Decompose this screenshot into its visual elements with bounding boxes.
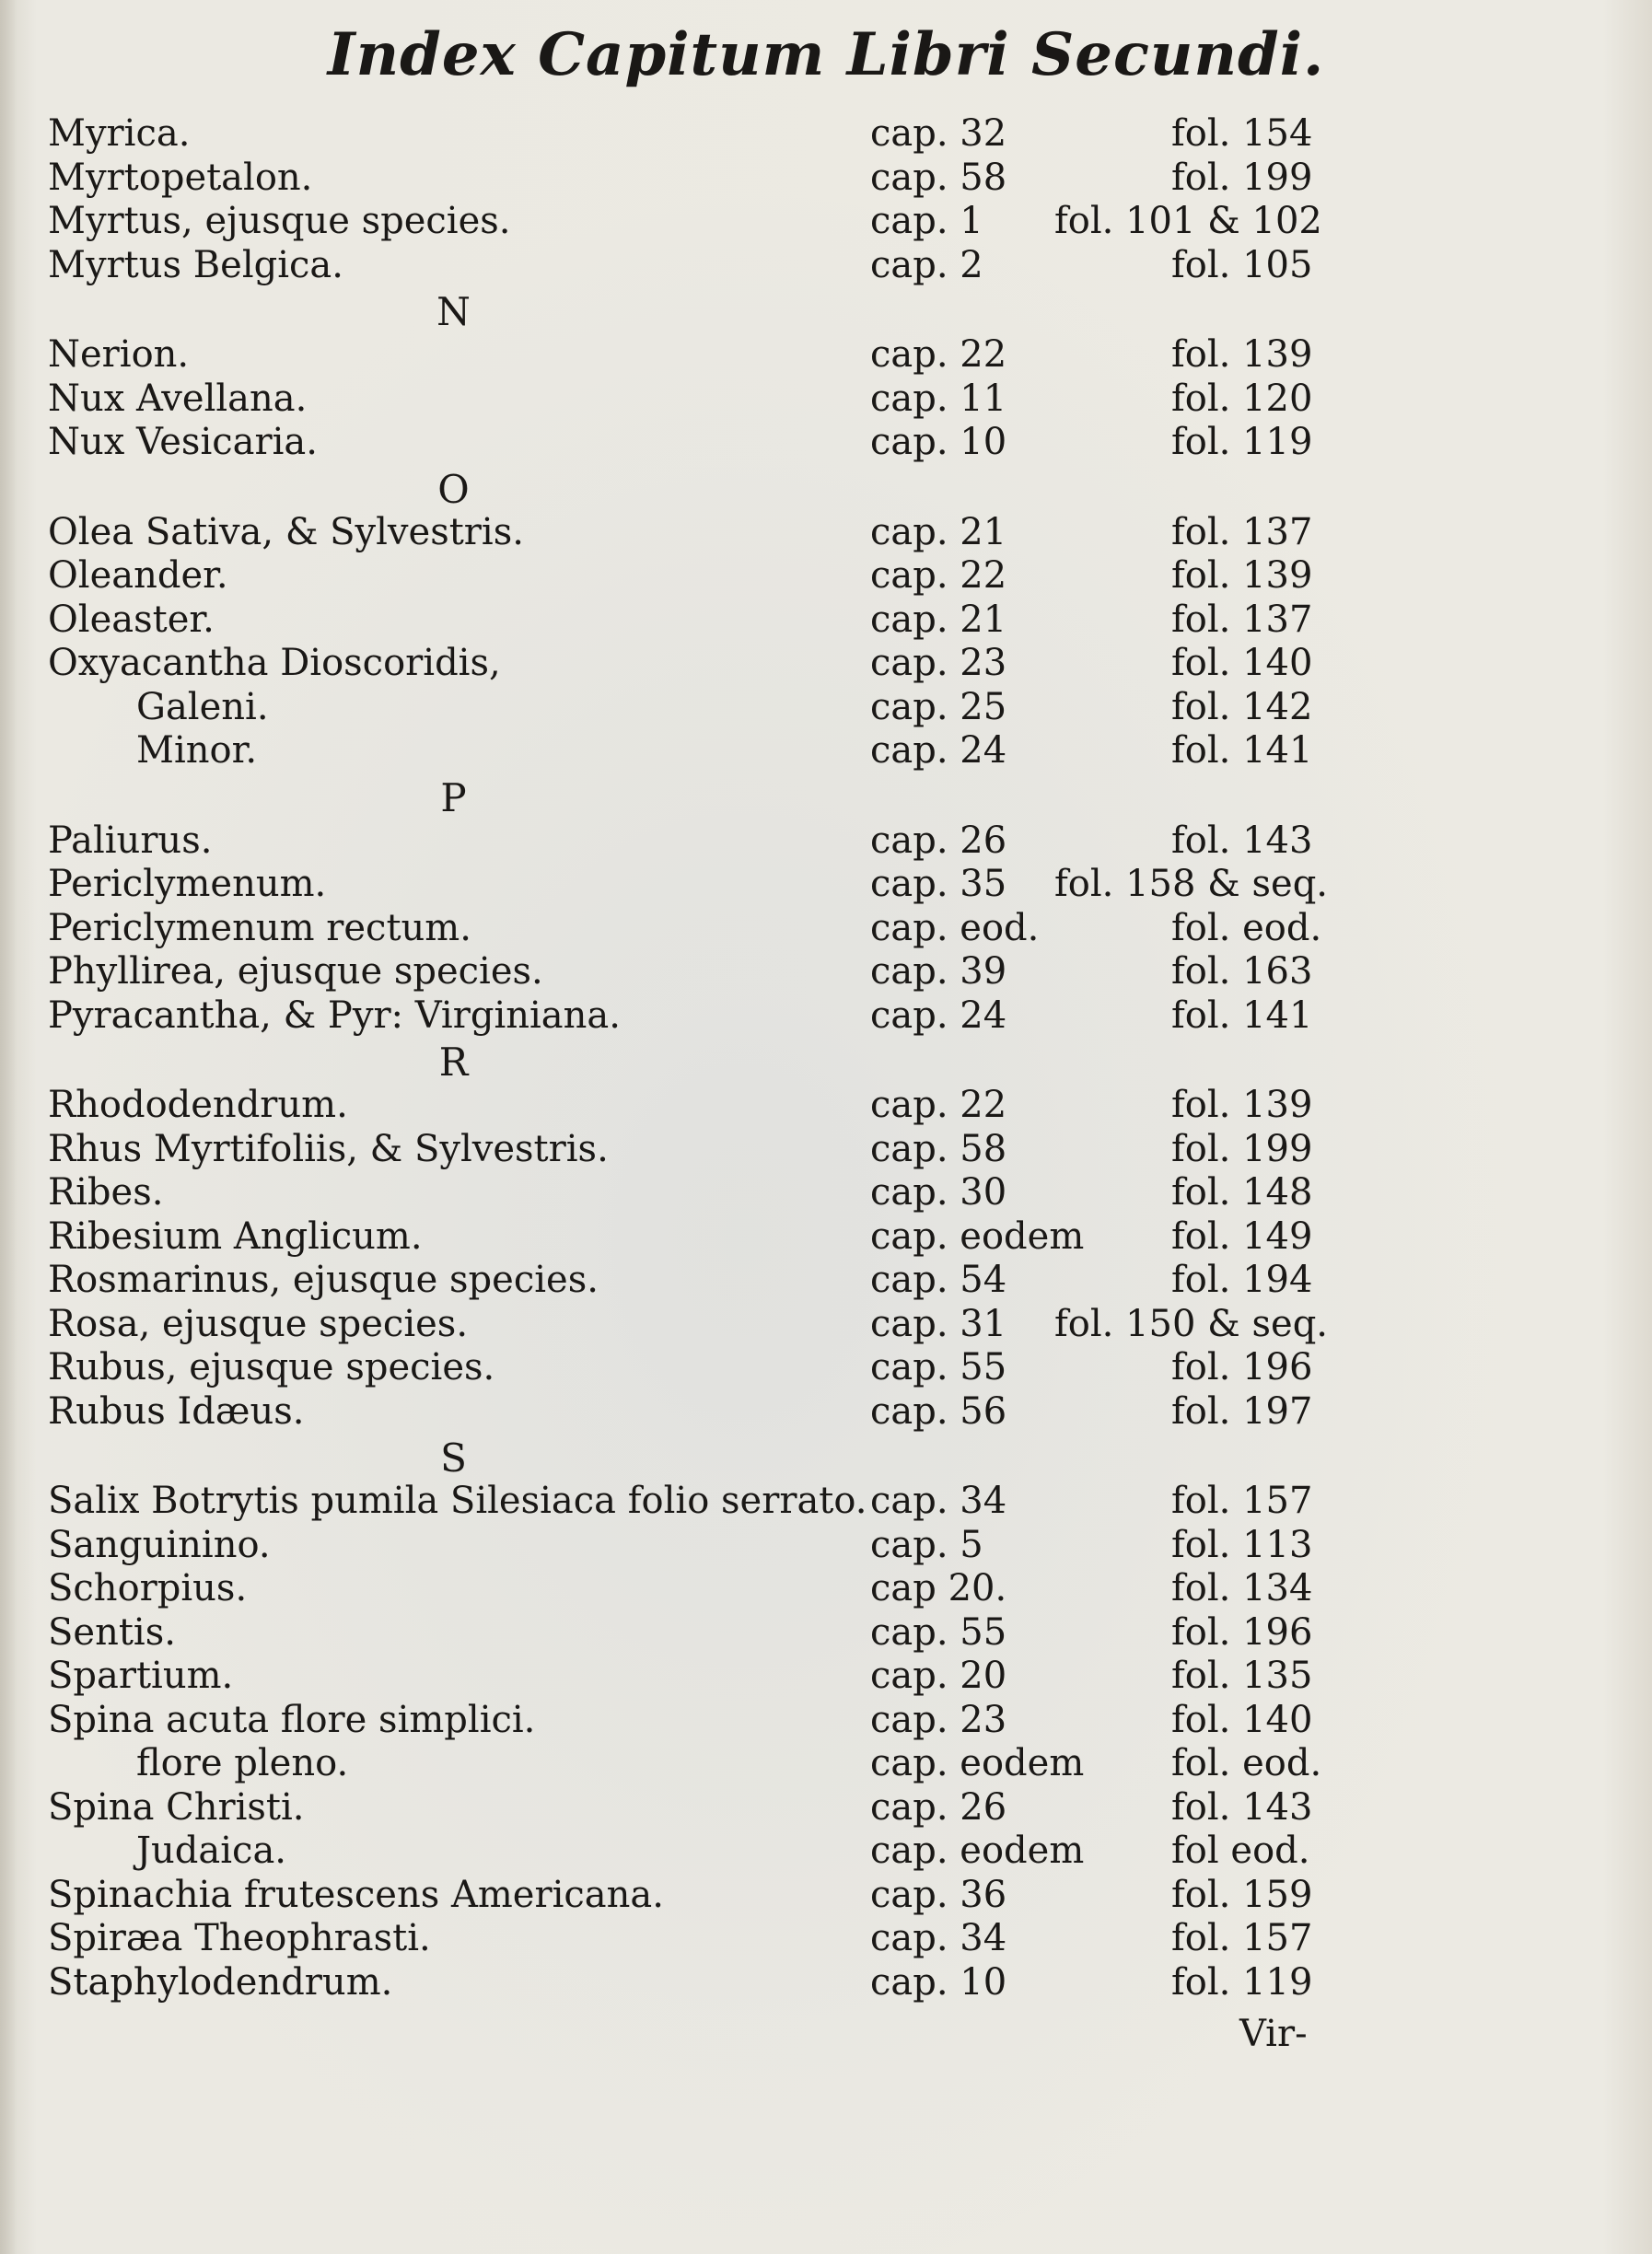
index-entry (0, 157, 1652, 201)
entry-name: Myrtopetalon. (48, 156, 313, 199)
entry-chapter: cap. 25 (870, 685, 1007, 728)
entry-folio: fol. 134 (1171, 1567, 1313, 1609)
index-entry (0, 819, 1652, 864)
entry-folio: fol. 199 (1171, 1127, 1313, 1170)
entry-name: Spartium. (48, 1655, 234, 1697)
entry-folio: fol. 139 (1171, 554, 1313, 597)
entry-chapter: cap. 32 (870, 112, 1007, 155)
section-letter (0, 465, 1652, 511)
entry-chapter: cap. 24 (870, 993, 1007, 1037)
index-entry (0, 1611, 1652, 1656)
index-entry (0, 1699, 1652, 1743)
section-letter-text: S (440, 1435, 467, 1481)
entry-chapter: cap. 58 (870, 156, 1007, 199)
entry-name: Rubus Idæus. (48, 1389, 305, 1433)
entry-folio: fol eod. (1171, 1830, 1310, 1872)
section-letter-text: R (438, 1040, 469, 1085)
entry-name: Schorpius. (48, 1567, 248, 1609)
entry-chapter: cap. 55 (870, 1610, 1007, 1654)
entry-chapter: cap. 22 (870, 554, 1007, 597)
index-entry (0, 511, 1652, 555)
index-entry (0, 1215, 1652, 1260)
entry-folio: fol. 197 (1171, 1389, 1313, 1433)
entry-chapter: cap. 11 (870, 377, 1007, 420)
section-letter-text: P (440, 774, 467, 820)
entry-name: Rhus Myrtifoliis, & Sylvestris. (48, 1127, 609, 1170)
index-entry (0, 1259, 1652, 1303)
entry-folio: fol. 137 (1171, 510, 1313, 553)
entry-folio: fol. 154 (1171, 112, 1313, 155)
index-entry (0, 863, 1652, 907)
entry-chapter: cap. eodem (870, 1742, 1085, 1784)
entry-name: Olea Sativa, & Sylvestris. (48, 510, 524, 553)
catchword: Vir- (1239, 2013, 1308, 2055)
entry-folio: fol. eod. (1171, 906, 1322, 949)
index-entry (0, 907, 1652, 951)
entry-folio: fol. 139 (1171, 1084, 1313, 1126)
index-entry (0, 1084, 1652, 1128)
index-entry (0, 994, 1652, 1039)
entry-folio: fol. 120 (1171, 377, 1313, 420)
entry-name: Phyllirea, ejusque species. (48, 950, 543, 993)
entry-name: Sanguinino. (48, 1523, 271, 1566)
entry-chapter: cap. 26 (870, 819, 1007, 862)
entry-name: Nux Vesicaria. (48, 421, 318, 463)
entry-chapter: cap. 23 (870, 1698, 1007, 1741)
entry-chapter: cap. 1 (870, 200, 983, 242)
entry-chapter: cap. 21 (870, 598, 1007, 641)
entry-chapter: cap. 21 (870, 510, 1007, 553)
entry-name: Myrtus, ejusque species. (48, 200, 511, 242)
index-entry (0, 112, 1652, 157)
entry-folio: fol. 148 (1171, 1171, 1313, 1214)
index-entry (0, 1961, 1652, 2005)
index-entry (0, 1655, 1652, 1699)
entry-folio: fol. 142 (1171, 685, 1313, 728)
index-entry (0, 1171, 1652, 1215)
index-list (0, 112, 1652, 2004)
index-entry (0, 421, 1652, 465)
section-letter (0, 773, 1652, 819)
entry-name: Rosa, ejusque species. (48, 1302, 469, 1345)
entry-chapter: cap. 39 (870, 950, 1007, 993)
index-entry (0, 1874, 1652, 1918)
entry-chapter: cap. 31 (870, 1302, 1007, 1345)
entry-chapter: cap. eodem (870, 1214, 1085, 1258)
entry-chapter: cap. eodem (870, 1830, 1085, 1872)
section-letter (0, 287, 1652, 333)
entry-folio: fol. 135 (1171, 1655, 1313, 1697)
entry-chapter: cap. 55 (870, 1346, 1007, 1388)
entry-folio: fol. 150 & seq. (1054, 1302, 1329, 1345)
entry-name: Oleaster. (48, 598, 215, 641)
index-entry (0, 1524, 1652, 1568)
entry-name: Nerion. (48, 333, 190, 376)
section-letter-text: N (436, 289, 471, 334)
entry-folio: fol. 196 (1171, 1346, 1313, 1388)
entry-folio: fol. 119 (1171, 421, 1313, 463)
entry-name: Periclymenum rectum. (48, 906, 471, 949)
entry-chapter: cap. eod. (870, 906, 1040, 949)
index-entry (0, 333, 1652, 378)
entry-name: Ribes. (48, 1171, 164, 1214)
entry-chapter: cap. 22 (870, 1084, 1007, 1126)
entry-folio: fol. 157 (1171, 1917, 1313, 1959)
entry-chapter: cap 20. (870, 1567, 1007, 1609)
entry-chapter: cap. 54 (870, 1259, 1007, 1301)
entry-folio: fol. 141 (1171, 729, 1313, 772)
entry-folio: fol. 194 (1171, 1259, 1313, 1301)
entry-name: Rubus, ejusque species. (48, 1346, 495, 1388)
index-entry (0, 1742, 1652, 1786)
entry-name: Spina Christi. (48, 1785, 305, 1829)
index-entry (0, 1480, 1652, 1524)
entry-name: Sentis. (48, 1610, 176, 1654)
entry-folio: fol. 119 (1171, 1960, 1313, 2004)
entry-chapter: cap. 20 (870, 1655, 1007, 1697)
entry-folio: fol. 139 (1171, 333, 1313, 376)
entry-name: Paliurus. (48, 819, 213, 862)
entry-name: Oleander. (48, 554, 228, 597)
entry-folio: fol. 141 (1171, 993, 1313, 1037)
index-entry (0, 729, 1652, 773)
entry-chapter: cap. 58 (870, 1127, 1007, 1170)
entry-name: Oxyacantha Dioscoridis, (48, 642, 501, 684)
index-entry (0, 1128, 1652, 1172)
index-entry (0, 598, 1652, 643)
index-entry (0, 1303, 1652, 1347)
entry-folio: fol. 105 (1171, 243, 1313, 286)
entry-chapter: cap. 24 (870, 729, 1007, 772)
entry-chapter: cap. 36 (870, 1873, 1007, 1916)
index-entry (0, 1567, 1652, 1611)
entry-folio: fol. 196 (1171, 1610, 1313, 1654)
entry-chapter: cap. 26 (870, 1785, 1007, 1829)
entry-chapter: cap. 30 (870, 1171, 1007, 1214)
section-letter (0, 1038, 1652, 1084)
index-entry (0, 378, 1652, 422)
entry-name: flore pleno. (136, 1742, 349, 1784)
index-entry (0, 1390, 1652, 1435)
entry-name: Rosmarinus, ejusque species. (48, 1259, 599, 1301)
entry-folio: fol. 163 (1171, 950, 1313, 993)
entry-chapter: cap. 10 (870, 421, 1007, 463)
entry-chapter: cap. 2 (870, 243, 983, 286)
entry-chapter: cap. 23 (870, 642, 1007, 684)
section-letter-text: O (437, 466, 470, 512)
entry-name: Myrtus Belgica. (48, 243, 343, 286)
index-entry (0, 642, 1652, 686)
entry-chapter: cap. 56 (870, 1389, 1007, 1433)
entry-name: Minor. (136, 729, 258, 772)
entry-name: Salix Botrytis pumila Silesiaca folio serrato. (48, 1480, 867, 1522)
section-letter (0, 1434, 1652, 1480)
entry-folio: fol. 113 (1171, 1523, 1313, 1566)
entry-name: Nux Avellana. (48, 377, 308, 420)
page-header: Index Capitum Libri Secundi. (327, 20, 1325, 89)
entry-chapter: cap. 10 (870, 1960, 1007, 2004)
entry-folio: fol. 159 (1171, 1873, 1313, 1916)
entry-folio: fol. 140 (1171, 642, 1313, 684)
entry-folio: fol. 137 (1171, 598, 1313, 641)
entry-folio: fol. 149 (1171, 1214, 1313, 1258)
index-entry (0, 1830, 1652, 1874)
entry-name: Spinachia frutescens Americana. (48, 1873, 664, 1916)
entry-folio: fol. 143 (1171, 1785, 1313, 1829)
entry-folio: fol. 143 (1171, 819, 1313, 862)
index-entry (0, 200, 1652, 244)
index-entry (0, 554, 1652, 598)
entry-folio: fol. 140 (1171, 1698, 1313, 1741)
entry-chapter: cap. 22 (870, 333, 1007, 376)
index-entry (0, 1346, 1652, 1390)
entry-name: Rhododendrum. (48, 1084, 348, 1126)
entry-folio: fol. 199 (1171, 156, 1313, 199)
entry-name: Staphylodendrum. (48, 1960, 393, 2004)
entry-name: Spina acuta flore simplici. (48, 1698, 536, 1741)
entry-name: Periclymenum. (48, 863, 327, 905)
index-entry (0, 244, 1652, 288)
index-entry (0, 950, 1652, 994)
entry-name: Ribesium Anglicum. (48, 1214, 423, 1258)
index-entry (0, 1917, 1652, 1961)
entry-chapter: cap. 35 (870, 863, 1007, 905)
entry-folio: fol. 157 (1171, 1480, 1313, 1522)
index-entry (0, 686, 1652, 730)
entry-folio: fol. 158 & seq. (1054, 863, 1329, 905)
entry-name: Judaica. (136, 1830, 287, 1872)
entry-name: Galeni. (136, 685, 269, 728)
entry-name: Spiræa Theophrasti. (48, 1917, 431, 1959)
entry-chapter: cap. 34 (870, 1480, 1007, 1522)
entry-folio: fol. eod. (1171, 1742, 1322, 1784)
entry-chapter: cap. 34 (870, 1917, 1007, 1959)
entry-folio: fol. 101 & 102 (1054, 200, 1322, 242)
entry-name: Pyracantha, & Pyr: Virginiana. (48, 993, 621, 1037)
entry-chapter: cap. 5 (870, 1523, 983, 1566)
entry-name: Myrica. (48, 112, 191, 155)
index-entry (0, 1786, 1652, 1830)
